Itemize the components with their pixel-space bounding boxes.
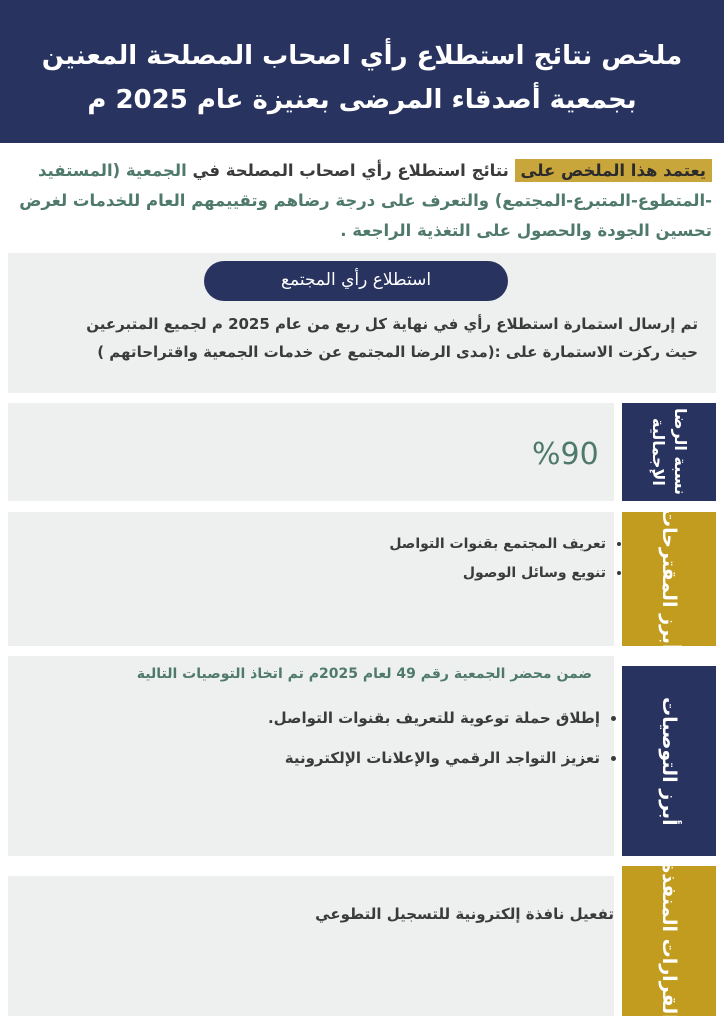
intro-text-green: الجمعية (المستفيد -المتطوع-المتبرع-المجتمع) والتعرف على درجة رضاهم وتقييمهم العام للخدمات لغرض تحسين الجودة والحصول على التغذية الراجعة . [19,161,712,240]
decisions-panel [8,876,614,1016]
satisfaction-tab [622,403,716,501]
suggestions-tab [622,507,716,651]
satisfaction-percent: %90 [532,437,599,472]
page-title-line1: ملخص نتائج استطلاع رأي اصحاب المصلحة المعنين [41,41,683,71]
intro-text-dark: نتائج استطلاع رأي اصحاب المصلحة في [192,161,509,180]
decisions-text: تفعيل نافذة إلكترونية للتسجيل التطوعي [315,905,614,923]
survey-description [20,310,698,366]
recommendation-item-2: • تعزيز التواجد الرقمي والإعلانات الإلكترونية [200,738,600,778]
survey-line-1: تم إرسال استمارة استطلاع رأي في نهاية كل ربع من عام 2025 م لجميع المتبرعين [86,315,698,333]
satisfaction-tab-label: نسبة الرضا الإجمالية [649,408,690,496]
page-header [0,0,724,143]
survey-line-2: حيث ركزت الاستمارة على :(مدى الرضا المجتمع عن خدمات الجمعية واقتراحاتهم ) [97,343,698,361]
recommendations-intro: ضمن محضر الجمعية رقم 49 لعام 2025م تم اتخاذ التوصيات التالية [136,666,592,682]
recommendation-item-1: • إطلاق حملة توعوية للتعريف بقنوات التواصل. [200,698,600,738]
intro-highlight: يعتمد هذا الملخص على [515,159,712,182]
suggestions-list [240,530,622,588]
suggestion-item-2: • تنويع وسائل الوصول [240,559,606,588]
recommendations-tab [622,666,716,856]
satisfaction-panel [8,403,614,501]
intro-paragraph [12,156,712,246]
decisions-tab-label: القرارات المنفذة [658,861,680,1021]
survey-pill-label: استطلاع رأي المجتمع [204,261,508,301]
decisions-tab [622,861,716,1021]
page-title-line2: بجمعية أصدقاء المرضى بعنيزة عام 2025 م [87,85,637,115]
suggestions-tab-label: أبرز المقترحات [658,507,680,651]
recommendations-list [200,698,616,778]
recommendations-tab-label: أبرز التوصيات [658,696,680,826]
suggestion-item-1: • تعريف المجتمع بقنوات التواصل [240,530,606,559]
